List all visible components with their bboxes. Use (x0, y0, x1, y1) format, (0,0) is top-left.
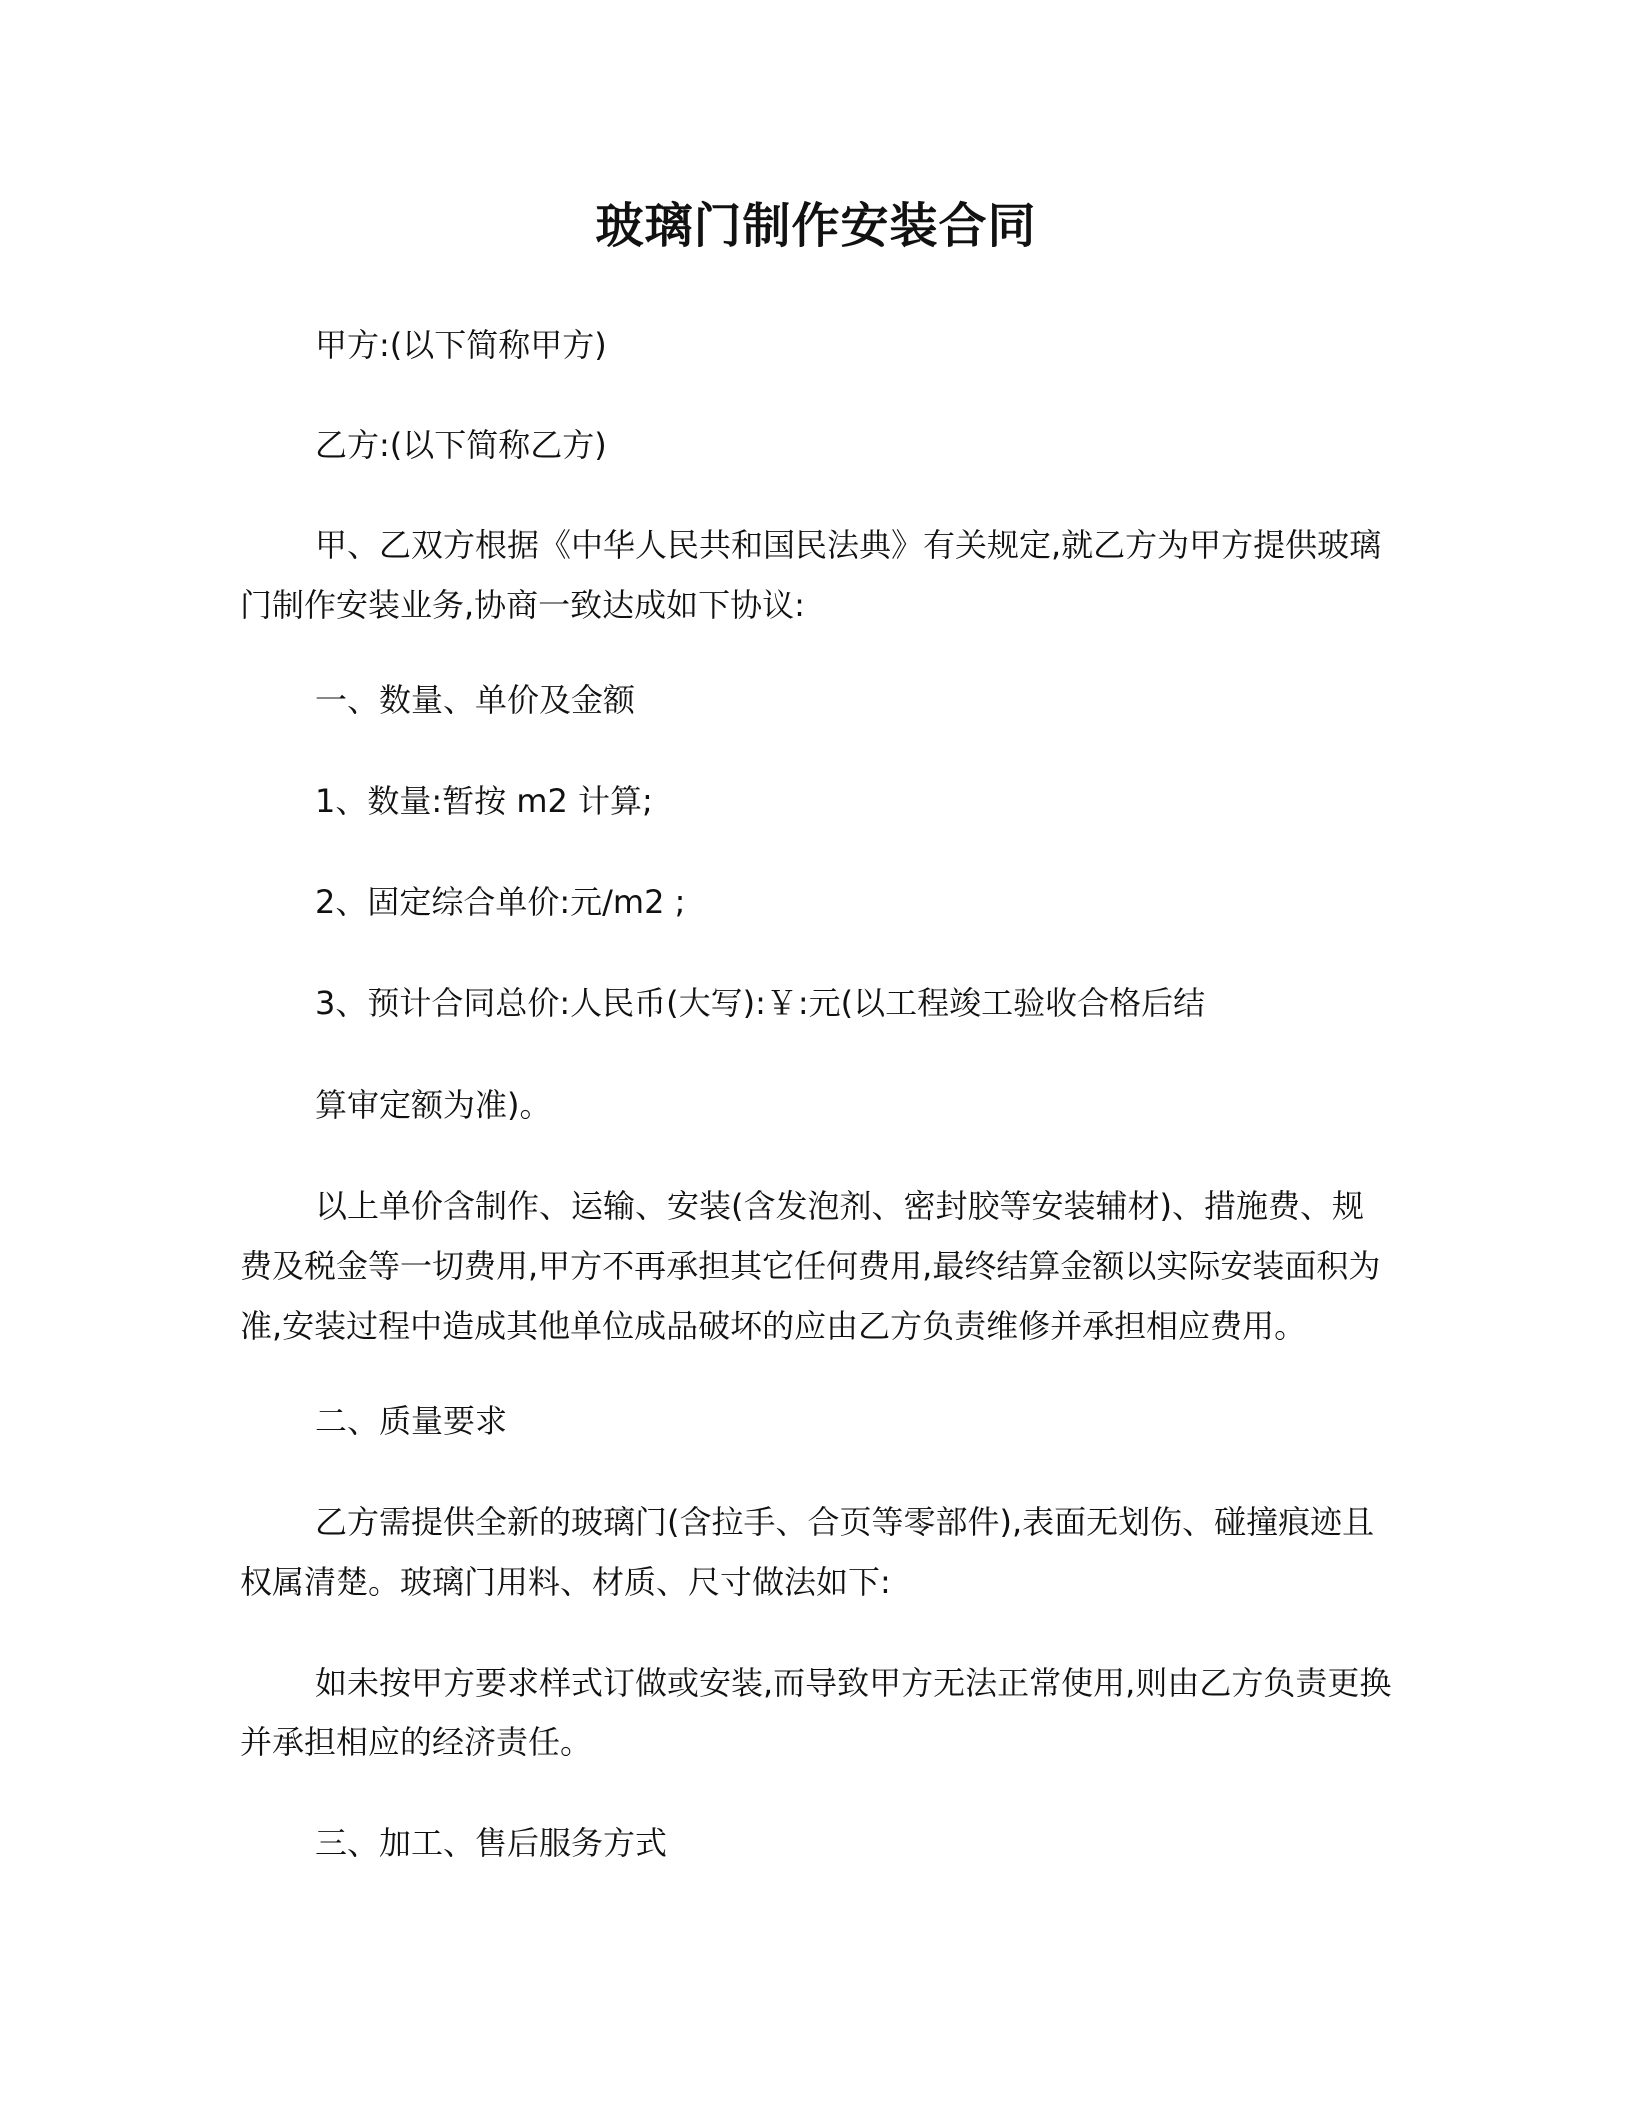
price-note-line-2: 费及税金等一切费用,甲方不再承担其它任何费用,最终结算金额以实际安装面积为 (240, 1247, 1381, 1285)
price-note-line-1: 以上单价含制作、运输、安装(含发泡剂、密封胶等安装辅材)、措施费、规 (315, 1187, 1364, 1225)
section-1-heading: 一、数量、单价及金额 (315, 681, 636, 719)
liability-line-1: 如未按甲方要求样式订做或安装,而导致甲方无法正常使用,则由乙方负责更换 (315, 1664, 1392, 1702)
quality-line-1: 乙方需提供全新的玻璃门(含拉手、合页等零部件),表面无划伤、碰撞痕迹且 (315, 1503, 1375, 1541)
section-2-heading: 二、质量要求 (315, 1402, 508, 1440)
price-note-line-3: 准,安装过程中造成其他单位成品破坏的应由乙方负责维修并承担相应费用。 (240, 1307, 1307, 1345)
party-a-line: 甲方:(以下简称甲方) (315, 326, 607, 364)
clause-1-1: 1、数量:暂按 m2 计算; (315, 782, 653, 820)
preamble-line-1: 甲、乙双方根据《中华人民共和国民法典》有关规定,就乙方为甲方提供玻璃 (315, 526, 1382, 564)
section-3-heading: 三、加工、售后服务方式 (315, 1824, 668, 1862)
party-b-line: 乙方:(以下简称乙方) (315, 426, 607, 464)
clause-1-2: 2、固定综合单价:元/m2 ; (315, 883, 686, 921)
document-title: 玻璃门制作安装合同 (595, 198, 1037, 254)
liability-line-2: 并承担相应的经济责任。 (240, 1723, 593, 1761)
preamble-line-2: 门制作安装业务,协商一致达成如下协议: (240, 586, 805, 624)
clause-1-3-continued: 算审定额为准)。 (315, 1086, 552, 1124)
clause-1-3: 3、预计合同总价:人民币(大写):￥:元(以工程竣工验收合格后结 (315, 984, 1206, 1022)
quality-line-2: 权属清楚。玻璃门用料、材质、尺寸做法如下: (240, 1563, 891, 1601)
